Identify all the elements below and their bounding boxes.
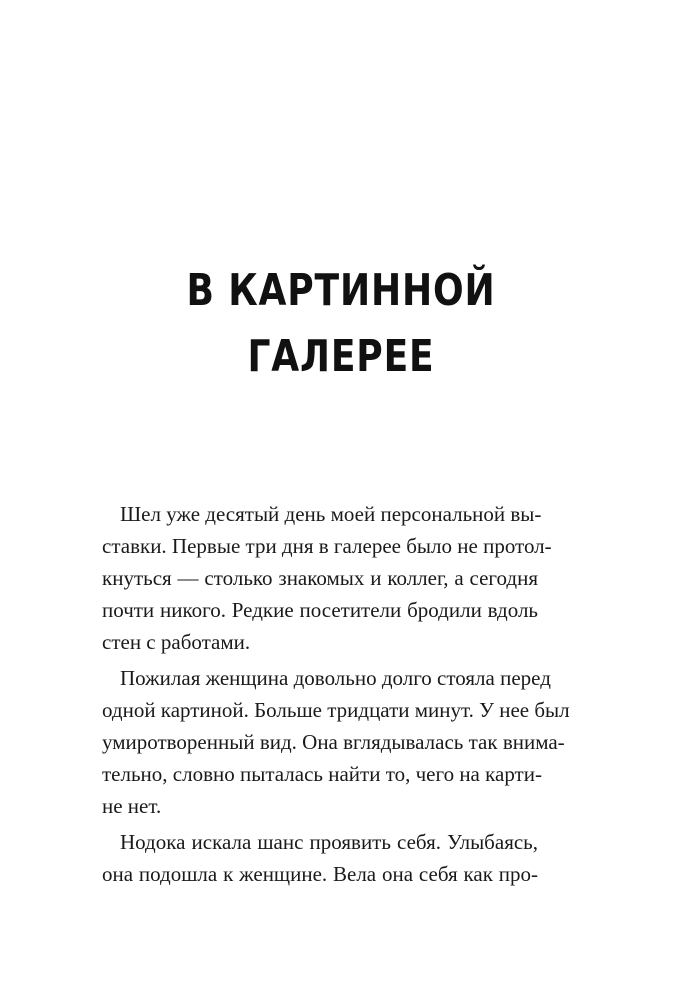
text-line: стен с работами. <box>102 630 251 654</box>
text-line: Пожилая женщина довольно долго стояла перед <box>120 666 551 690</box>
text-line: не нет. <box>102 794 162 818</box>
chapter-title-line-2: ГАЛЕРЕЕ <box>247 331 435 382</box>
text-line: Нодока искала шанс проявить себя. Улыбаясь, <box>120 830 538 854</box>
chapter-title <box>61 258 620 390</box>
text-line: тельно, словно пыталась найти то, чего на карти- <box>102 762 542 786</box>
text-line: умиротворенный вид. Она вглядывалась так внима- <box>102 730 565 754</box>
text-line: Шел уже десятый день моей персональной вы- <box>120 502 542 526</box>
text-line: почти никого. Редкие посетители бродили вдоль <box>102 598 538 622</box>
text-line: кнуться — столько знакомых и коллег, а сегодня <box>102 566 538 590</box>
chapter-body-text <box>102 498 570 890</box>
text-line: ставки. Первые три дня в галерее было не протол- <box>102 534 552 558</box>
text-line: она подошла к женщине. Вела она себя как про- <box>102 862 538 886</box>
text-line: одной картиной. Больше тридцати минут. У нее был <box>102 698 570 722</box>
chapter-title-line-1: В КАРТИННОЙ <box>186 265 496 316</box>
